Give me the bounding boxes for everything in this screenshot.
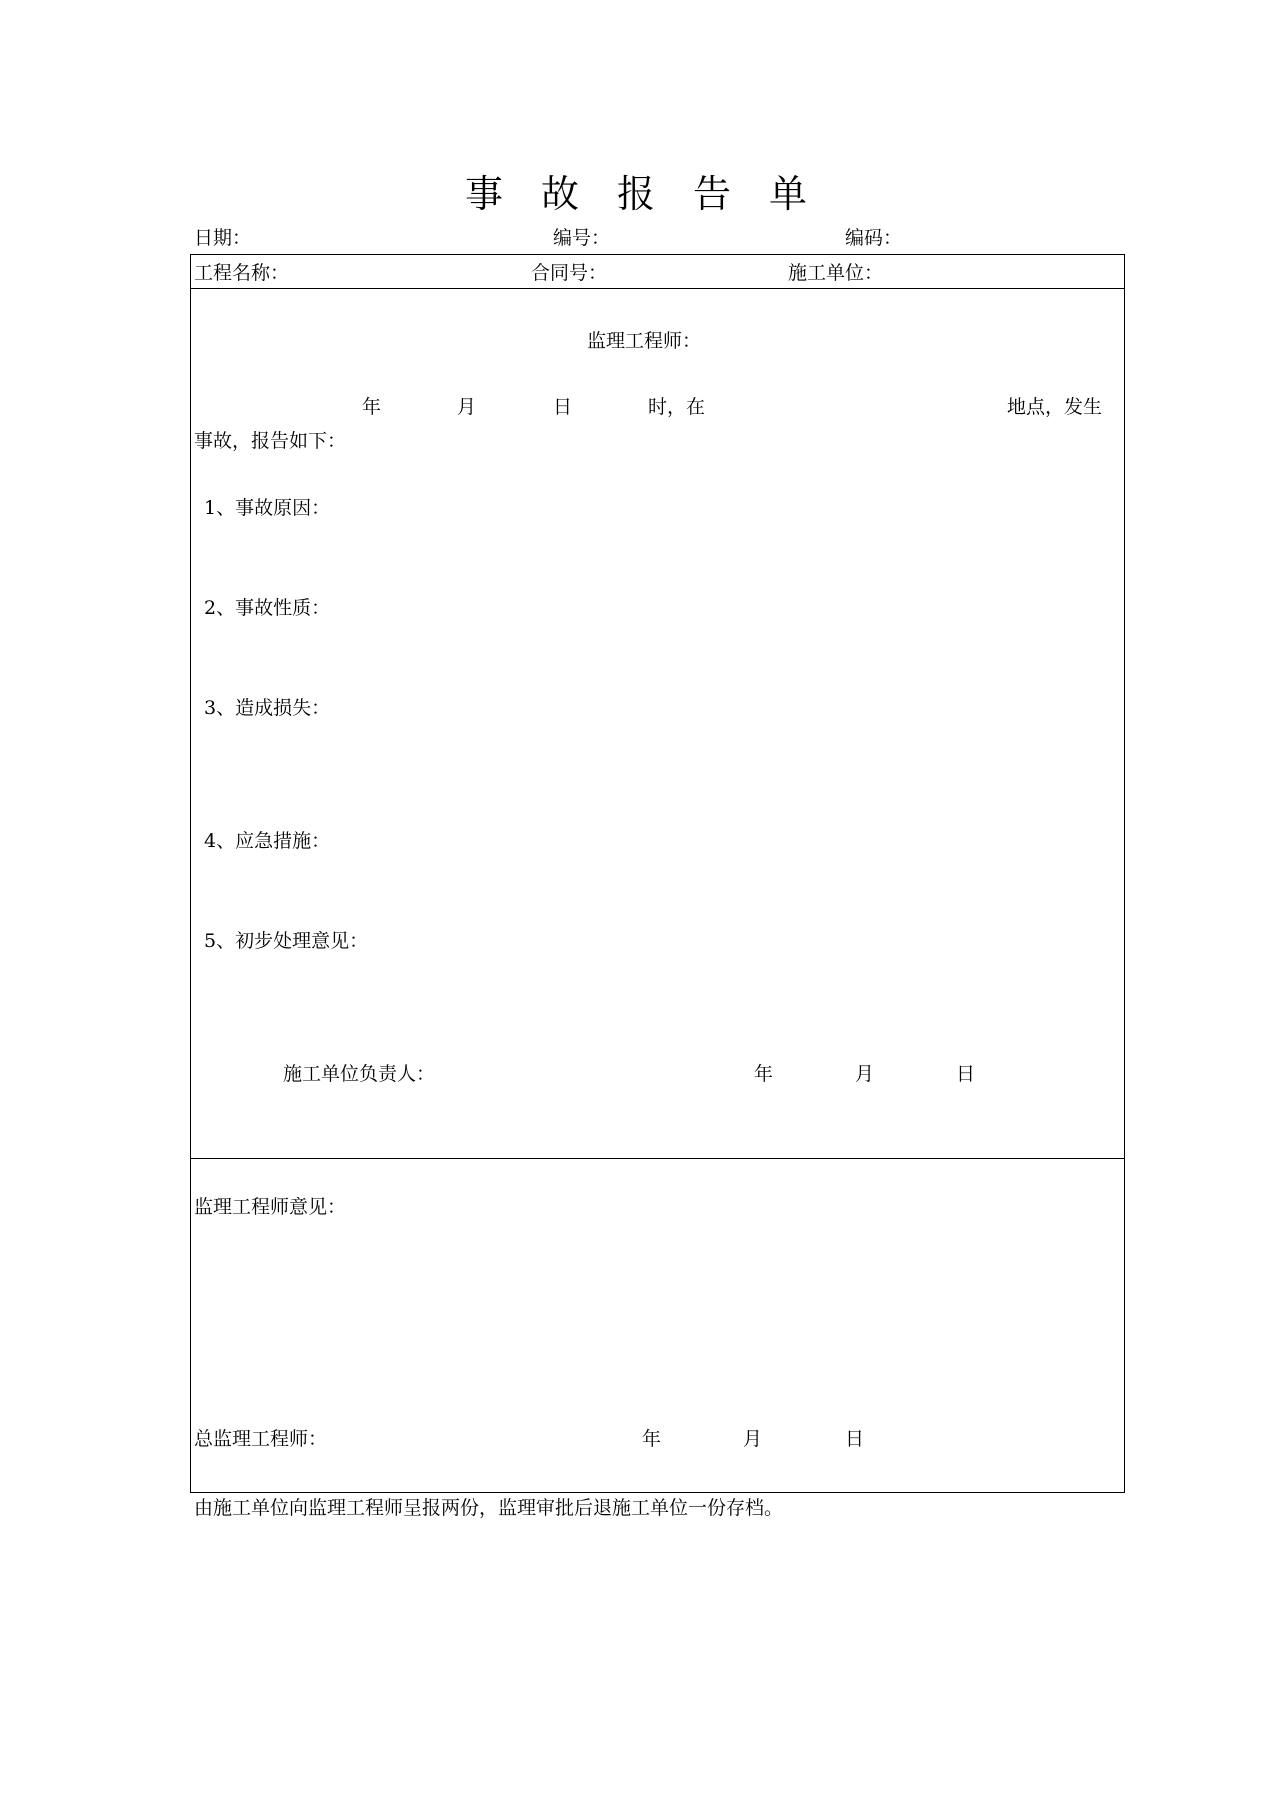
title-char-5: 单	[769, 172, 808, 216]
title-char-4: 告	[693, 172, 732, 216]
opinion-year: 年	[642, 1428, 662, 1450]
sign-year: 年	[754, 1063, 774, 1085]
occur-hour-at: 时，在	[648, 396, 706, 418]
place-occurred: 地点，发生	[1007, 396, 1103, 418]
item-emergency-measures: 4、应急措施：	[204, 830, 331, 852]
table-bottom-border	[190, 1492, 1125, 1493]
addressee-label: 监理工程师：	[587, 330, 702, 352]
item-preliminary-opinion: 5、初步处理意见：	[204, 930, 369, 952]
title-char-1: 事	[465, 172, 504, 216]
chief-supervisor-label: 总监理工程师：	[194, 1428, 328, 1450]
info-row-divider	[190, 288, 1125, 289]
table-top-border	[190, 254, 1125, 255]
code-label: 编码：	[845, 227, 903, 249]
supervisor-opinion-label: 监理工程师意见：	[194, 1196, 347, 1218]
section-divider	[190, 1158, 1125, 1159]
table-right-border	[1124, 254, 1125, 1493]
opinion-day: 日	[845, 1428, 865, 1450]
occur-day: 日	[553, 396, 573, 418]
contractor-signer-label: 施工单位负责人：	[283, 1063, 436, 1085]
item-accident-cause: 1、事故原因：	[204, 497, 331, 519]
project-name-label: 工程名称：	[194, 262, 290, 284]
contract-number-label: 合同号：	[531, 262, 608, 284]
footer-note: 由施工单位向监理工程师呈报两份，监理审批后退施工单位一份存档。	[194, 1497, 784, 1519]
date-label: 日期：	[194, 227, 252, 249]
opinion-month: 月	[743, 1428, 763, 1450]
occur-year: 年	[362, 396, 382, 418]
accident-report-intro: 事故，报告如下：	[194, 430, 347, 452]
sign-month: 月	[855, 1063, 875, 1085]
sign-day: 日	[956, 1063, 976, 1085]
item-accident-nature: 2、事故性质：	[204, 597, 331, 619]
title-char-3: 报	[617, 172, 656, 216]
title-char-2: 故	[541, 172, 580, 216]
occur-month: 月	[457, 396, 477, 418]
contractor-label: 施工单位：	[788, 262, 884, 284]
table-left-border	[190, 254, 191, 1493]
serial-label: 编号：	[553, 227, 611, 249]
item-losses: 3、造成损失：	[204, 697, 331, 719]
